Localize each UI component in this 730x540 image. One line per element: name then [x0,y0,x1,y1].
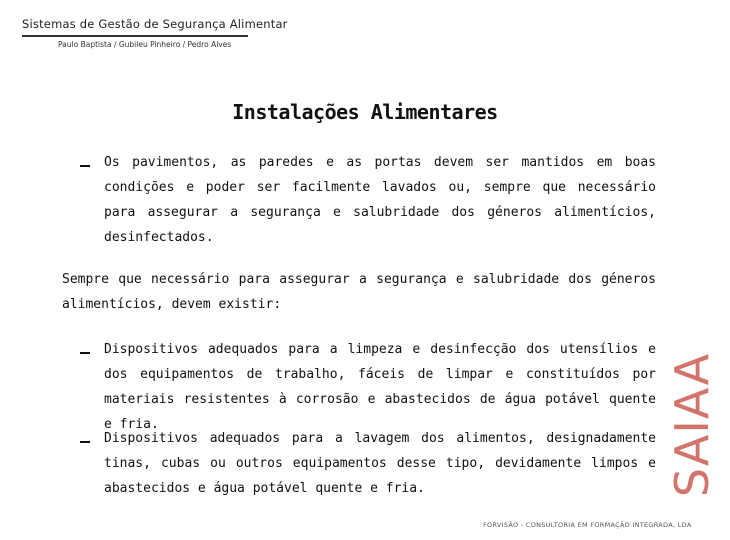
logo-text: SAIAA [665,352,719,498]
bullet-text: Dispositivos adequados para a lavagem dos alimentos, designadamente tinas, cubas ou outros equipamentos desse tipo, devidamente limpos e abastecidos e água potável quente e fria. [104,431,656,496]
saiaa-logo [665,345,719,505]
bullet-item-dispositivos-limpeza [104,337,656,437]
paragraph-text: Sempre que necessário para assegurar a segurança e salubridade dos géneros alimentícios, devem existir: [62,272,656,312]
header-divider [22,35,248,37]
bullet-dash-icon [80,165,90,167]
slide-title: Instalações Alimentares [232,100,498,124]
intro-paragraph [62,267,656,317]
bullet-dash-icon [80,352,90,354]
bullet-text: Dispositivos adequados para a limpeza e desinfecção dos utensílios e dos equipamentos de trabalho, fáceis de limpar e constituídos por materiais resistentes à corrosão e abastecidos de água potável quente e fria. [104,342,656,432]
footer-company: FORVISÃO - CONSULTORIA EM FORMAÇÃO INTEGRADA, LDA [483,521,692,529]
header-authors: Paulo Baptista / Gubileu Pinheiro / Pedro Alves [58,40,232,49]
bullet-text: Os pavimentos, as paredes e as portas devem ser mantidos em boas condições e poder ser facilmente lavados ou, sempre que necessário para assegurar a segurança e salubridade dos géneros alimentícios, desinfectados. [104,155,656,245]
bullet-dash-icon [80,441,90,443]
bullet-item-pavimentos [104,150,656,250]
bullet-item-dispositivos-lavagem [104,426,656,501]
header-title: Sistemas de Gestão de Segurança Alimentar [22,17,288,31]
